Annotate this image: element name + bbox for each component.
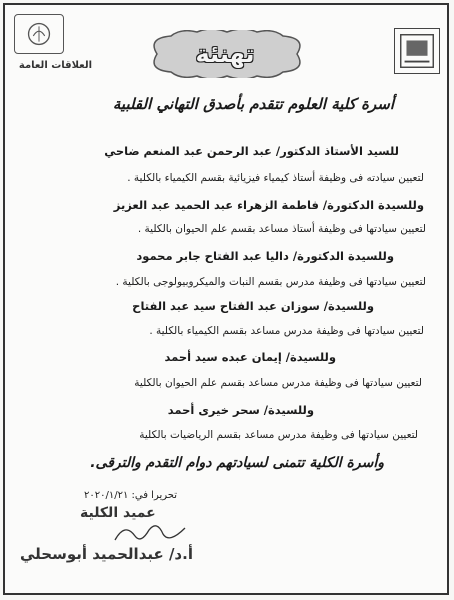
dean-name: أ.د/ عبدالحميد أبوسحلي	[20, 545, 193, 563]
entry-5-name: وللسيدة/ إيمان عبده سيد أحمد	[164, 350, 336, 364]
entry-6-name: وللسيدة/ سحر خيرى أحمد	[167, 403, 314, 417]
dean-title: عميد الكلية	[80, 505, 156, 521]
entry-2-detail: لتعيين سيادتها فى وظيفة أستاذ مساعد بقسم علم الحيوان بالكلية .	[137, 223, 426, 235]
entry-3-name: وللسيدة الدكتورة/ داليا عبد الفتاح جابر محمود	[136, 249, 394, 263]
university-logo-icon	[14, 14, 64, 54]
banner-title: تهنئة	[195, 40, 255, 68]
entry-6-detail: لتعيين سيادتها فى وظيفة مدرس مساعد بقسم الرياضيات بالكلية	[139, 429, 418, 441]
faculty-logo-icon	[394, 28, 440, 74]
congratulation-banner	[145, 30, 305, 78]
entry-1-name: للسيد الأستاذ الدكتور/ عبد الرحمن عبد المنعم ضاحي	[104, 144, 399, 158]
entry-4-name: وللسيدة/ سوزان عبد الفتاح سيد عبد الفتاح	[132, 299, 374, 313]
closing-statement: وأسرة الكلية تتمنى لسيادتهم دوام التقدم والترقى.	[90, 455, 384, 471]
entry-5-detail: لتعيين سيادتها فى وظيفة مدرس مساعد بقسم علم الحيوان بالكلية	[134, 377, 422, 389]
entry-3-detail: لتعيين سيادتها فى وظيفة مدرس بقسم النبات والميكروبيولوجى بالكلية .	[115, 276, 426, 288]
entry-4-detail: لتعيين سيادتها فى وظيفة مدرس مساعد بقسم الكيمياء بالكلية .	[149, 325, 424, 337]
entry-1-detail: لتعيين سيادته فى وظيفة أستاذ كيمياء فيزيائية بقسم الكيمياء بالكلية .	[127, 172, 424, 184]
public-relations-label: العلاقات العامة	[18, 60, 92, 71]
issue-date: تحريرا في: ٢٠٢٠/١/٢١	[84, 490, 178, 501]
entry-2-name: وللسيدة الدكتورة/ فاطمة الزهراء عبد الحميد عبد العزيز	[113, 198, 424, 212]
signature-mark	[110, 520, 190, 546]
headline: أسرة كلية العلوم تتقدم بأصدق التهاني القلبية	[112, 95, 394, 113]
